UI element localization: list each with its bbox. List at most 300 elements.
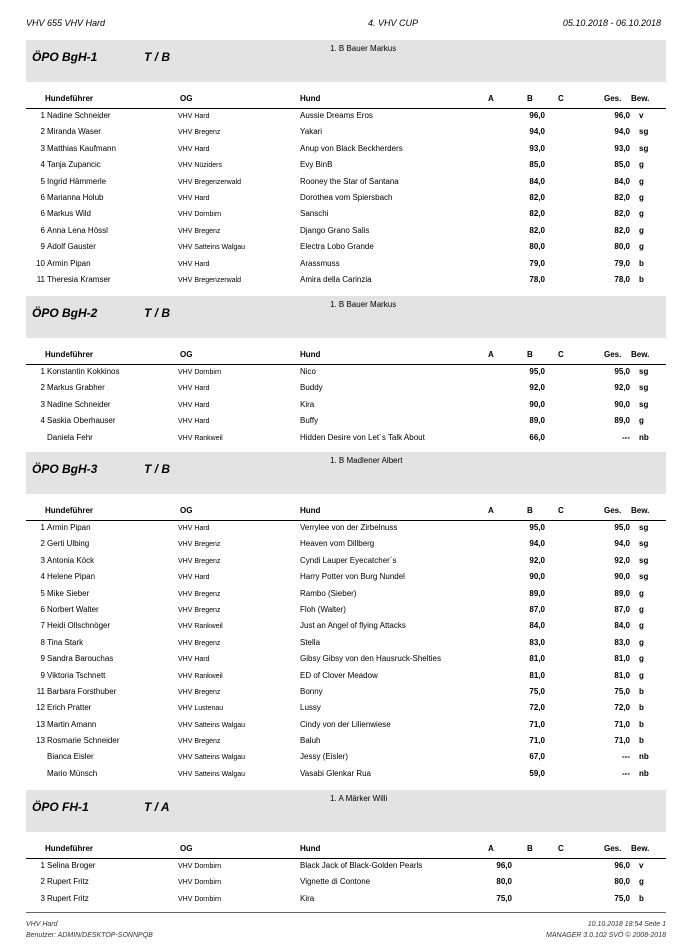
section-class: T / B xyxy=(144,50,170,64)
handler-cell: Erich Pratter xyxy=(47,703,92,713)
table-row xyxy=(26,636,666,652)
total-cell: 75,0 xyxy=(614,686,630,696)
total-cell: 94,0 xyxy=(614,127,630,137)
total-cell: 96,0 xyxy=(614,861,630,870)
rating-cell: sg xyxy=(639,143,649,153)
rank-cell: 1 xyxy=(40,861,45,870)
handler-cell: Armin Pipan xyxy=(47,523,91,532)
rating-cell: g xyxy=(639,416,644,426)
club-cell: VHV Satteins Walgau xyxy=(178,754,246,762)
table-row xyxy=(26,175,666,191)
club-cell: VHV Hard xyxy=(178,418,210,426)
section-header xyxy=(26,40,666,82)
table-row xyxy=(26,431,666,447)
rating-cell: b xyxy=(639,686,644,696)
rating-cell: v xyxy=(639,861,644,870)
dog-cell: Cindy von der Lilienwiese xyxy=(300,719,391,729)
section-class: T / B xyxy=(144,462,170,476)
club-name: VHV 655 VHV Hard xyxy=(26,18,106,28)
column-header-dog: Hund xyxy=(300,350,321,359)
score-cell: 95,0 xyxy=(529,367,545,376)
dog-cell: Gibsy Gibsy von den Hausruck-Shelties xyxy=(300,654,441,664)
handler-cell: Heidi Ollschnöger xyxy=(47,621,111,631)
club-cell: VHV Satteins Walgau xyxy=(178,770,246,778)
section-judge: 1. B Bauer Markus xyxy=(330,44,397,53)
rating-cell: b xyxy=(639,274,644,284)
score-cell: 87,0 xyxy=(529,604,545,614)
table-row xyxy=(26,191,666,207)
club-cell: VHV Bregenz xyxy=(178,688,221,696)
result-section xyxy=(26,790,666,908)
footer-print-info: 10.10.2018 18:54 Seite 1 xyxy=(587,921,666,928)
section-header xyxy=(26,452,666,494)
rank-cell: 6 xyxy=(40,604,45,614)
column-header-b: B xyxy=(527,350,533,359)
score-cell: 67,0 xyxy=(529,752,545,762)
rating-cell: b xyxy=(639,258,644,268)
result-section xyxy=(26,452,666,783)
rank-cell: 4 xyxy=(40,416,45,426)
handler-cell: Mike Sieber xyxy=(47,588,90,598)
section-header xyxy=(26,296,666,338)
dog-cell: Lussy xyxy=(300,703,321,713)
dog-cell: Stella xyxy=(300,637,321,647)
rank-cell: 3 xyxy=(40,893,45,903)
club-cell: VHV Hard xyxy=(178,656,210,664)
rank-cell: 2 xyxy=(40,877,45,887)
handler-cell: Tina Stark xyxy=(47,637,84,647)
table-row xyxy=(26,381,666,397)
column-header-c: C xyxy=(558,94,564,103)
rating-cell: g xyxy=(639,160,644,170)
column-header-handler: Hundeführer xyxy=(45,844,93,853)
table-row xyxy=(26,570,666,586)
handler-cell: Mario Münsch xyxy=(47,768,98,778)
handler-cell: Ingrid Hämmerle xyxy=(47,176,107,186)
rank-cell: 4 xyxy=(40,572,45,582)
dog-cell: Floh (Walter) xyxy=(300,604,346,614)
club-cell: VHV Hard xyxy=(178,401,210,409)
club-cell: VHV Dornbirn xyxy=(178,895,222,903)
rank-cell: 6 xyxy=(40,192,45,202)
dog-cell: Bonny xyxy=(300,686,323,696)
column-header-row xyxy=(26,90,666,109)
section-judge: 1. B Bauer Markus xyxy=(330,300,397,309)
handler-cell: Marianna Holub xyxy=(47,192,104,202)
section-class: T / A xyxy=(144,800,170,814)
table-row xyxy=(26,859,666,875)
total-cell: 82,0 xyxy=(614,225,630,235)
club-cell: VHV Dornbirn xyxy=(178,211,222,219)
footer-club: VHV Hard xyxy=(26,921,58,928)
club-cell: VHV Bregenz xyxy=(178,606,221,614)
total-cell: 92,0 xyxy=(614,555,630,565)
handler-cell: Markus Wild xyxy=(47,209,92,219)
table-row xyxy=(26,587,666,603)
rank-cell: 2 xyxy=(40,539,45,549)
dog-cell: Kira xyxy=(300,893,315,903)
result-section xyxy=(26,40,666,289)
dog-cell: Kira xyxy=(300,399,315,409)
club-cell: VHV Bregenzerwald xyxy=(178,276,242,284)
handler-cell: Selina Broger xyxy=(47,861,96,870)
dog-cell: Just an Angel of flying Attacks xyxy=(300,621,406,631)
rating-cell: nb xyxy=(639,432,649,442)
dog-cell: Buddy xyxy=(300,383,323,393)
column-header-c: C xyxy=(558,350,564,359)
rating-cell: g xyxy=(639,588,644,598)
section-title: ÖPO BgH-1 xyxy=(32,50,98,64)
column-header-og: OG xyxy=(180,94,193,103)
event-title: 4. VHV CUP xyxy=(368,18,419,28)
handler-cell: Theresia Kramser xyxy=(47,274,111,284)
section-judge: 1. A Märker Willi xyxy=(330,794,388,803)
rank-cell: 1 xyxy=(40,523,45,532)
club-cell: VHV Dornbirn xyxy=(178,879,222,887)
table-row xyxy=(26,669,666,685)
handler-cell: Norbert Walter xyxy=(47,604,99,614)
score-cell: 72,0 xyxy=(529,703,545,713)
table-row xyxy=(26,750,666,766)
column-header-row xyxy=(26,502,666,521)
rank-cell: 11 xyxy=(36,686,45,696)
table-row xyxy=(26,685,666,701)
dog-cell: Buffy xyxy=(300,416,319,426)
rating-cell: nb xyxy=(639,768,649,778)
footer-software: MANAGER 3.0.102 SVÖ © 2008-2018 xyxy=(546,932,666,939)
score-cell: 83,0 xyxy=(529,637,545,647)
total-cell: 95,0 xyxy=(614,367,630,376)
score-cell: 75,0 xyxy=(529,686,545,696)
column-header-ges: Ges. xyxy=(604,844,622,853)
table-row xyxy=(26,554,666,570)
handler-cell: Nadine Schneider xyxy=(47,111,111,120)
table-row xyxy=(26,257,666,273)
score-cell: 78,0 xyxy=(529,274,545,284)
club-cell: VHV Hard xyxy=(178,113,210,120)
club-cell: VHV Bregenzerwald xyxy=(178,178,242,186)
total-cell: 71,0 xyxy=(614,719,630,729)
rating-cell: g xyxy=(639,176,644,186)
dog-cell: Baluh xyxy=(300,736,321,746)
column-header-ges: Ges. xyxy=(604,506,622,515)
footer-user: Benutzer: ADMIN/DESKTOP-SONNPQB xyxy=(26,932,153,939)
total-cell: 84,0 xyxy=(614,621,630,631)
score-cell: 82,0 xyxy=(529,192,545,202)
score-cell: 84,0 xyxy=(529,176,545,186)
table-row xyxy=(26,537,666,553)
score-cell: 85,0 xyxy=(529,160,545,170)
club-cell: VHV Bregenz xyxy=(178,129,221,137)
total-cell: 87,0 xyxy=(614,604,630,614)
rating-cell: nb xyxy=(639,752,649,762)
rating-cell: b xyxy=(639,893,644,903)
handler-cell: Markus Grabher xyxy=(47,383,105,393)
event-date-range: 05.10.2018 - 06.10.2018 xyxy=(562,18,661,28)
club-cell: VHV Hard xyxy=(178,385,210,393)
dog-cell: Dorothea vom Spiersbach xyxy=(300,192,393,202)
total-cell: --- xyxy=(622,768,630,778)
rank-cell: 10 xyxy=(36,258,45,268)
rank-cell: 1 xyxy=(40,111,45,120)
column-header-ges: Ges. xyxy=(604,350,622,359)
handler-cell: Daniela Fehr xyxy=(47,432,93,442)
rating-cell: sg xyxy=(639,539,649,549)
table-row xyxy=(26,701,666,717)
total-cell: 89,0 xyxy=(614,588,630,598)
rank-cell: 2 xyxy=(40,127,45,137)
page-header xyxy=(26,18,666,30)
rank-cell: 3 xyxy=(40,399,45,409)
table-row xyxy=(26,273,666,289)
club-cell: VHV Rankweil xyxy=(178,623,223,631)
rank-cell: 5 xyxy=(40,588,45,598)
table-row xyxy=(26,875,666,891)
dog-cell: Amira della Carinzia xyxy=(300,274,372,284)
club-cell: VHV Bregenz xyxy=(178,541,221,549)
dog-cell: Rooney the Star of Santana xyxy=(300,176,399,186)
rank-cell: 7 xyxy=(40,621,45,631)
score-cell: 84,0 xyxy=(529,621,545,631)
total-cell: 71,0 xyxy=(614,736,630,746)
table-row xyxy=(26,142,666,158)
total-cell: 90,0 xyxy=(614,572,630,582)
handler-cell: Nadine Schneider xyxy=(47,399,111,409)
table-row xyxy=(26,109,666,125)
score-cell: 94,0 xyxy=(529,539,545,549)
rank-cell: 9 xyxy=(40,242,45,252)
handler-cell: Matthias Kaufmann xyxy=(47,143,116,153)
column-header-bew: Bew. xyxy=(631,94,650,103)
total-cell: 89,0 xyxy=(614,416,630,426)
column-header-row xyxy=(26,840,666,859)
handler-cell: Armin Pipan xyxy=(47,258,91,268)
rating-cell: b xyxy=(639,719,644,729)
score-cell: 71,0 xyxy=(529,719,545,729)
rating-cell: sg xyxy=(639,127,649,137)
dog-cell: Aussie Dreams Eros xyxy=(300,111,373,120)
handler-cell: Gerti Ulbing xyxy=(47,539,90,549)
dog-cell: Jessy (Eisler) xyxy=(300,752,349,762)
table-row xyxy=(26,125,666,141)
dog-cell: Vignette di Contone xyxy=(300,877,371,887)
score-cell: 90,0 xyxy=(529,572,545,582)
rating-cell: g xyxy=(639,877,644,887)
total-cell: 80,0 xyxy=(614,877,630,887)
table-row xyxy=(26,603,666,619)
rank-cell: 11 xyxy=(36,274,45,284)
score-cell: 80,0 xyxy=(529,242,545,252)
page-footer xyxy=(26,912,666,943)
dog-cell: Yakari xyxy=(300,127,323,137)
rating-cell: sg xyxy=(639,555,649,565)
total-cell: 90,0 xyxy=(614,399,630,409)
club-cell: VHV Bregenz xyxy=(178,738,221,746)
table-row xyxy=(26,158,666,174)
column-header-dog: Hund xyxy=(300,844,321,853)
handler-cell: Rupert Fritz xyxy=(47,877,89,887)
handler-cell: Rosmarie Schneider xyxy=(47,736,120,746)
column-header-dog: Hund xyxy=(300,506,321,515)
club-cell: VHV Hard xyxy=(178,260,210,268)
total-cell: --- xyxy=(622,752,630,762)
total-cell: 93,0 xyxy=(614,143,630,153)
rank-cell: 3 xyxy=(40,143,45,153)
column-header-bew: Bew. xyxy=(631,350,650,359)
rating-cell: sg xyxy=(639,523,649,532)
section-header xyxy=(26,790,666,832)
club-cell: VHV Hard xyxy=(178,145,210,153)
table-row xyxy=(26,718,666,734)
rating-cell: g xyxy=(639,209,644,219)
handler-cell: Konstantin Kokkinos xyxy=(47,367,120,376)
club-cell: VHV Satteins Walgau xyxy=(178,721,246,729)
column-header-handler: Hundeführer xyxy=(45,94,93,103)
rank-cell: 12 xyxy=(36,703,45,713)
rating-cell: g xyxy=(639,654,644,664)
rating-cell: sg xyxy=(639,572,649,582)
dog-cell: Nico xyxy=(300,367,317,376)
total-cell: 92,0 xyxy=(614,383,630,393)
table-row xyxy=(26,767,666,783)
rank-cell: 6 xyxy=(40,225,45,235)
rank-cell: 2 xyxy=(40,383,45,393)
dog-cell: Black Jack of Black-Golden Pearls xyxy=(300,861,423,870)
total-cell: 84,0 xyxy=(614,176,630,186)
dog-cell: Hidden Desire von Let´s Talk About xyxy=(300,432,425,442)
dog-cell: Anup von Black Beckherders xyxy=(300,143,403,153)
table-row xyxy=(26,892,666,908)
rank-cell: 1 xyxy=(40,367,45,376)
total-cell: 94,0 xyxy=(614,539,630,549)
dog-cell: Django Grano Salis xyxy=(300,225,370,235)
rating-cell: g xyxy=(639,242,644,252)
column-header-c: C xyxy=(558,506,564,515)
table-row xyxy=(26,207,666,223)
rating-cell: g xyxy=(639,621,644,631)
column-header-handler: Hundeführer xyxy=(45,506,93,515)
total-cell: 75,0 xyxy=(614,893,630,903)
rank-cell: 5 xyxy=(40,176,45,186)
score-cell: 96,0 xyxy=(529,111,545,120)
rating-cell: g xyxy=(639,670,644,680)
score-cell: 81,0 xyxy=(529,670,545,680)
section-title: ÖPO BgH-2 xyxy=(32,306,98,320)
rating-cell: b xyxy=(639,703,644,713)
handler-cell: Rupert Fritz xyxy=(47,893,89,903)
score-cell: 92,0 xyxy=(529,555,545,565)
table-row xyxy=(26,652,666,668)
dog-cell: Harry Potter von Burg Nundel xyxy=(300,572,405,582)
rank-cell: 3 xyxy=(40,555,45,565)
total-cell: 78,0 xyxy=(614,274,630,284)
rank-cell: 13 xyxy=(36,736,45,746)
section-class: T / B xyxy=(144,306,170,320)
club-cell: VHV Rankweil xyxy=(178,434,223,442)
section-title: ÖPO FH-1 xyxy=(32,800,89,814)
club-cell: VHV Hard xyxy=(178,574,210,582)
club-cell: VHV Bregenz xyxy=(178,639,221,647)
table-row xyxy=(26,619,666,635)
result-section xyxy=(26,296,666,447)
rating-cell: b xyxy=(639,736,644,746)
column-header-og: OG xyxy=(180,350,193,359)
total-cell: 81,0 xyxy=(614,670,630,680)
club-cell: VHV Bregenz xyxy=(178,557,221,565)
column-header-row xyxy=(26,346,666,365)
score-cell: 89,0 xyxy=(529,416,545,426)
rating-cell: sg xyxy=(639,367,649,376)
column-header-ges: Ges. xyxy=(604,94,622,103)
score-cell: 92,0 xyxy=(529,383,545,393)
score-cell: 90,0 xyxy=(529,399,545,409)
rating-cell: g xyxy=(639,637,644,647)
table-row xyxy=(26,734,666,750)
column-header-b: B xyxy=(527,844,533,853)
handler-cell: Miranda Waser xyxy=(47,127,101,137)
score-cell: 96,0 xyxy=(496,861,512,870)
handler-cell: Saskia Oberhauser xyxy=(47,416,116,426)
score-cell: 71,0 xyxy=(529,736,545,746)
table-row xyxy=(26,224,666,240)
rating-cell: v xyxy=(639,111,644,120)
club-cell: VHV Bregenz xyxy=(178,590,221,598)
dog-cell: Vasabi Glenkar Rua xyxy=(300,768,371,778)
dog-cell: ED of Clover Meadow xyxy=(300,670,378,680)
club-cell: VHV Hard xyxy=(178,525,210,532)
rank-cell: 8 xyxy=(40,637,45,647)
score-cell: 95,0 xyxy=(529,523,545,532)
handler-cell: Sandra Barouchas xyxy=(47,654,114,664)
section-title: ÖPO BgH-3 xyxy=(32,462,98,476)
score-cell: 66,0 xyxy=(529,432,545,442)
table-row xyxy=(26,240,666,256)
rank-cell: 4 xyxy=(40,160,45,170)
score-cell: 79,0 xyxy=(529,258,545,268)
rating-cell: sg xyxy=(639,383,649,393)
rank-cell: 9 xyxy=(40,654,45,664)
column-header-a: A xyxy=(488,350,494,359)
dog-cell: Rambo (Sieber) xyxy=(300,588,357,598)
club-cell: VHV Dornbirn xyxy=(178,369,222,376)
table-row xyxy=(26,414,666,430)
handler-cell: Antonia Köck xyxy=(47,555,95,565)
column-header-b: B xyxy=(527,94,533,103)
total-cell: 82,0 xyxy=(614,192,630,202)
handler-cell: Adolf Gauster xyxy=(47,242,96,252)
dog-cell: Verrylee von der Zirbelnuss xyxy=(300,523,398,532)
column-header-og: OG xyxy=(180,844,193,853)
table-row xyxy=(26,398,666,414)
club-cell: VHV Bregenz xyxy=(178,227,221,235)
rating-cell: g xyxy=(639,225,644,235)
total-cell: 85,0 xyxy=(614,160,630,170)
handler-cell: Barbara Forsthuber xyxy=(47,686,117,696)
dog-cell: Arassmuss xyxy=(300,258,340,268)
club-cell: VHV Lustenau xyxy=(178,705,224,713)
column-header-dog: Hund xyxy=(300,94,321,103)
handler-cell: Tanja Zupancic xyxy=(47,160,101,170)
rank-cell: 9 xyxy=(40,670,45,680)
score-cell: 89,0 xyxy=(529,588,545,598)
club-cell: VHV Nüziders xyxy=(178,162,222,170)
total-cell: 95,0 xyxy=(614,523,630,532)
handler-cell: Martin Amann xyxy=(47,719,97,729)
club-cell: VHV Satteins Walgau xyxy=(178,244,246,252)
dog-cell: Sanschi xyxy=(300,209,329,219)
rank-cell: 6 xyxy=(40,209,45,219)
column-header-og: OG xyxy=(180,506,193,515)
